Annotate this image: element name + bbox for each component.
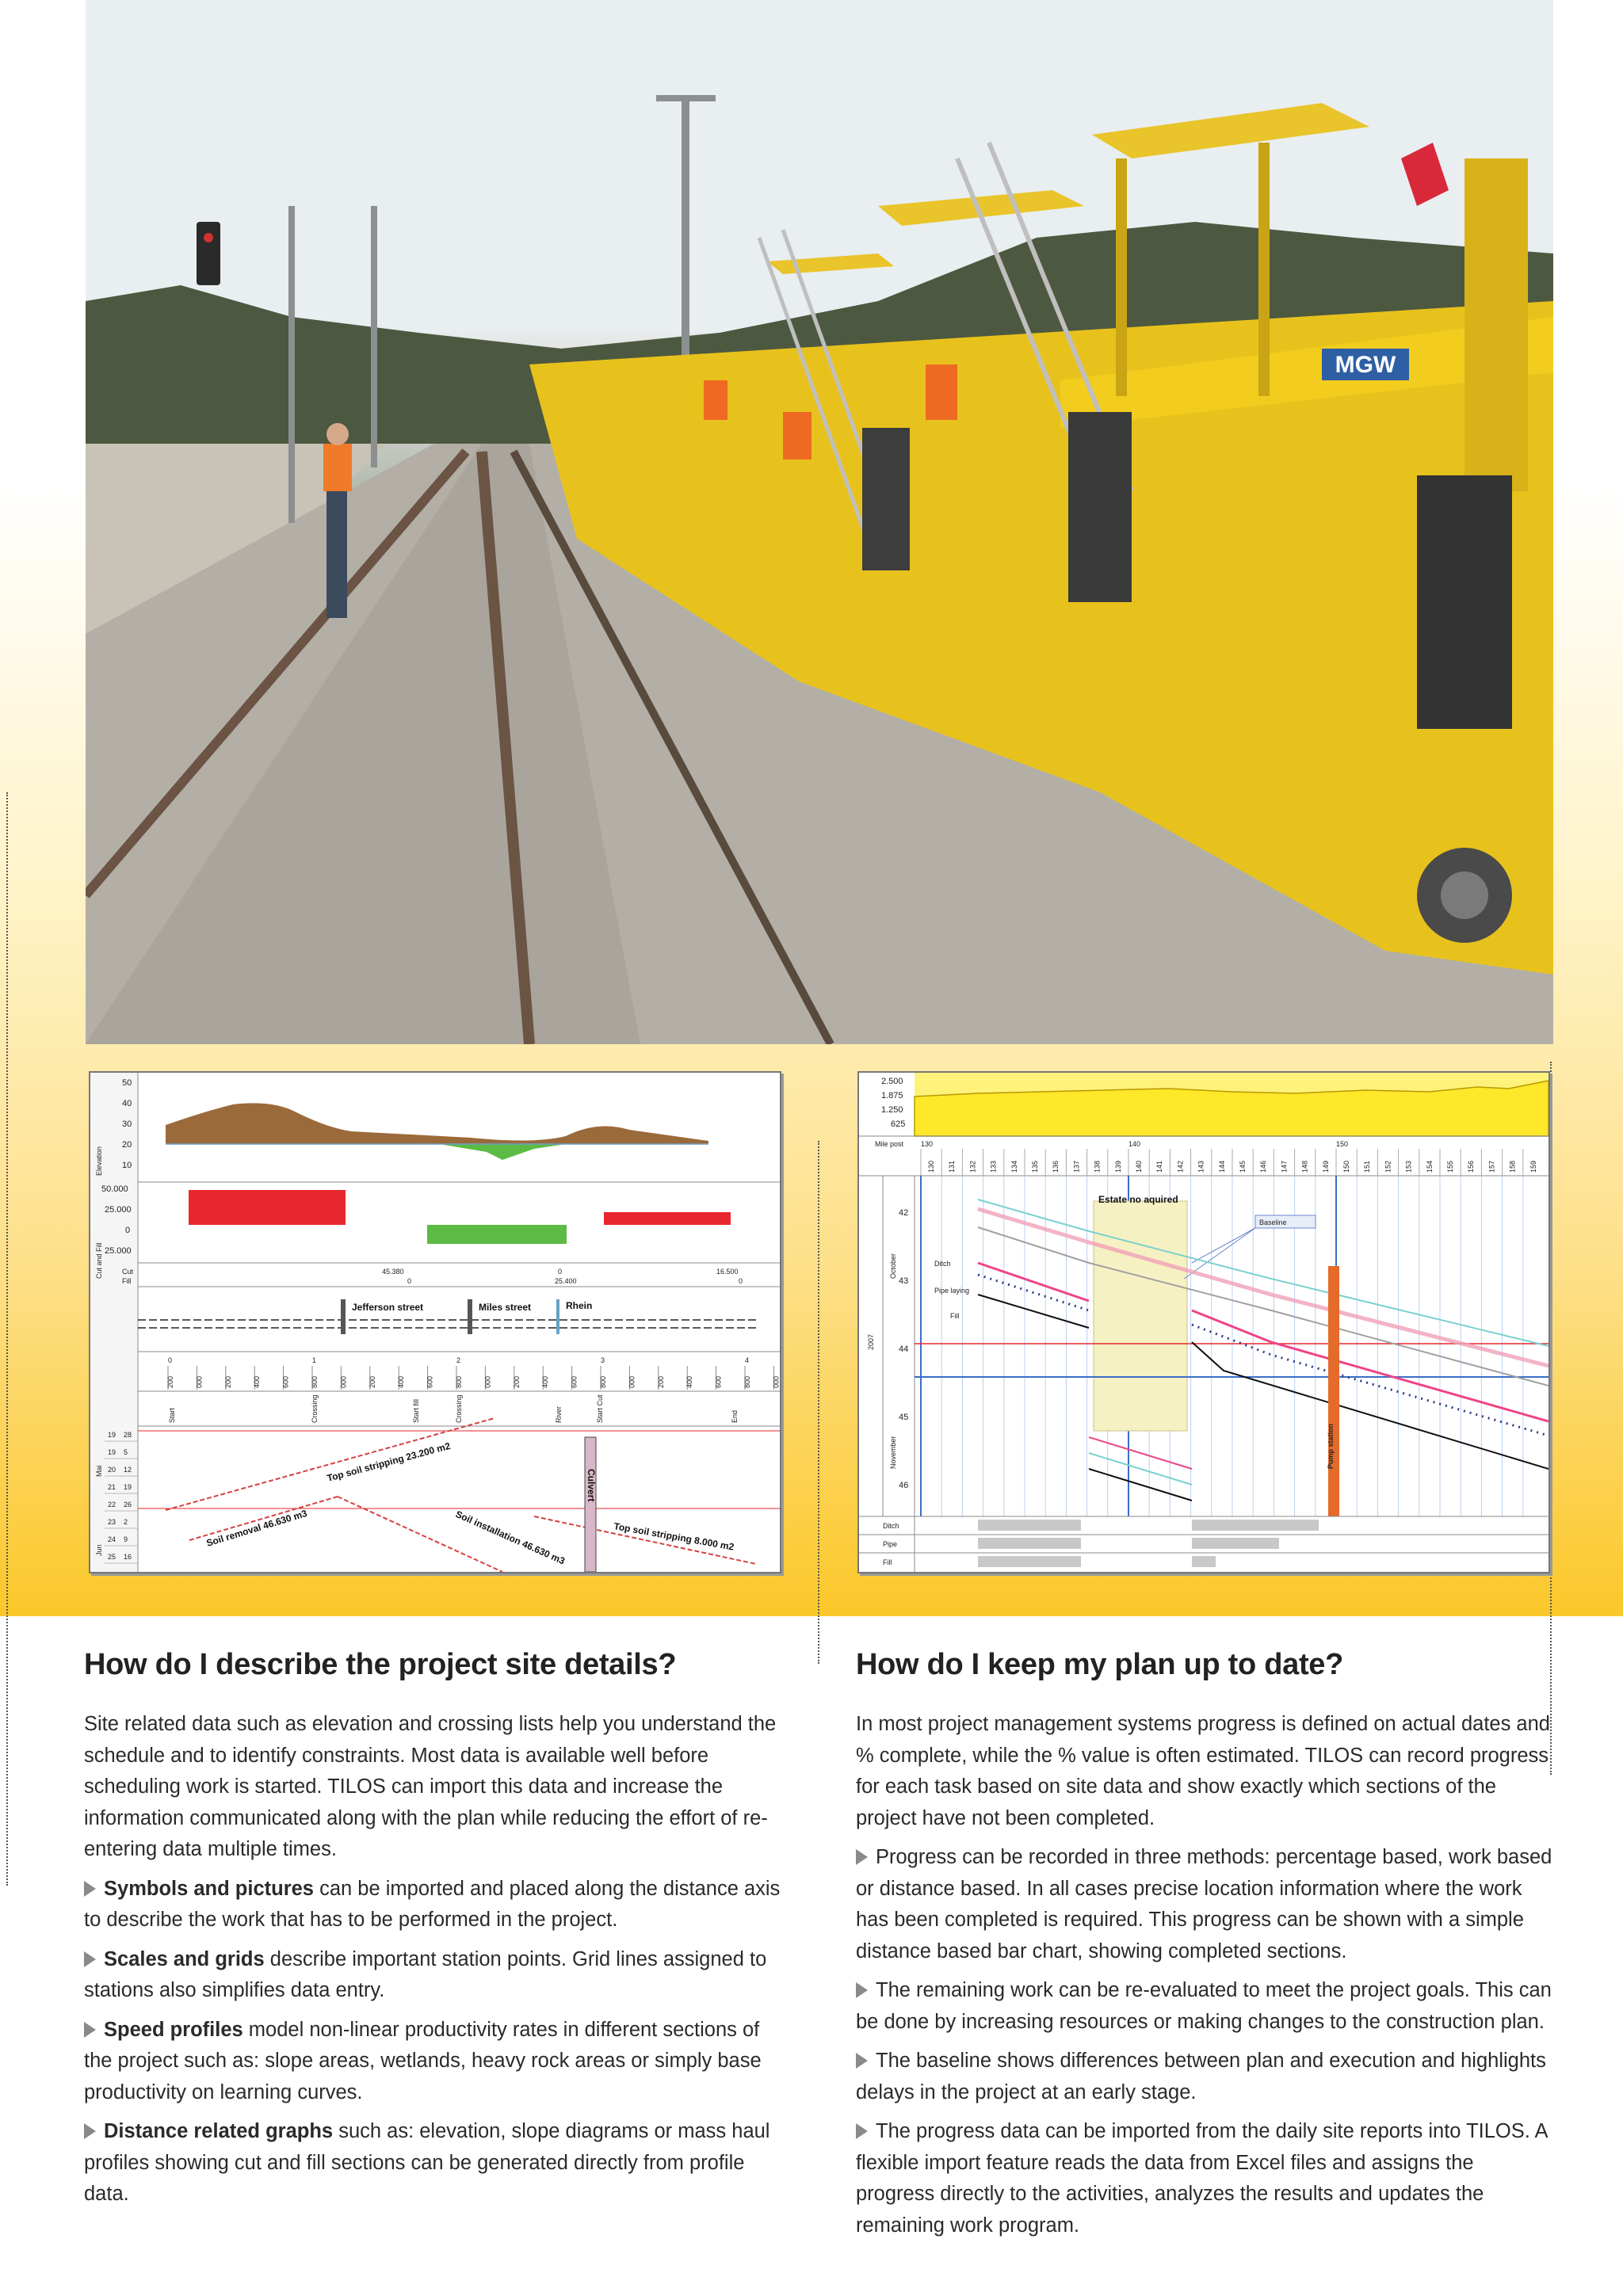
left-article	[84, 1648, 781, 2218]
station-tick: 000	[483, 1375, 492, 1388]
cutfill-tick: 25.000	[105, 1246, 132, 1256]
cutfill-tick: 0	[125, 1226, 131, 1235]
cut-value: 45.380	[382, 1268, 404, 1276]
day-cell: 20	[108, 1466, 116, 1474]
station-tick: 600	[714, 1375, 723, 1388]
station-tick: 200	[223, 1375, 232, 1388]
station-cell: 134	[1010, 1160, 1018, 1173]
bullet-term: Speed profiles	[104, 2018, 243, 2041]
bullet-term: Distance related graphs	[104, 2120, 334, 2142]
station-cell: 149	[1321, 1160, 1330, 1173]
station-cell: 140	[1135, 1160, 1143, 1173]
day-cell: 9	[124, 1535, 128, 1543]
activity-label: Soil removal 46.630 m3	[204, 1507, 309, 1549]
station-tick: 000	[772, 1375, 780, 1388]
station-cell: 139	[1113, 1160, 1122, 1173]
station-tick: 400	[541, 1375, 550, 1388]
cut-value: 16.500	[716, 1268, 739, 1276]
bullet-arrow-icon	[84, 2022, 96, 2038]
row-label: Ditch	[883, 1522, 899, 1530]
station-cell: 130	[927, 1160, 935, 1173]
station-cell: 136	[1052, 1160, 1060, 1173]
elev-tick: 50	[122, 1078, 132, 1088]
day-cell: 19	[108, 1448, 116, 1456]
bullet-text: model non-linear productivity rates in different sections of the project such as: slope areas, wetlands, heavy rock areas or simply base productivity on learning curves.	[84, 2018, 762, 2103]
station-cell: 156	[1467, 1160, 1476, 1173]
grid-lines	[921, 1176, 1523, 1516]
activity-label: Culvert	[586, 1469, 597, 1502]
bullet-text: The baseline shows differences between plan and execution and highlights delays in the project at an early stage.	[856, 2050, 1546, 2103]
chart-label: Ditch	[934, 1260, 951, 1268]
station-tick: 600	[281, 1375, 290, 1388]
cutfill-tick: 50.000	[101, 1184, 128, 1194]
station-cell: 138	[1093, 1160, 1102, 1173]
top-tick: 2.500	[881, 1077, 903, 1086]
station-tick: 000	[195, 1375, 204, 1388]
day-cell: 26	[124, 1501, 132, 1508]
fill-value: 25.400	[555, 1277, 577, 1285]
station-tick: 000	[339, 1375, 348, 1388]
week-label: 43	[899, 1276, 909, 1286]
station-cell: 153	[1404, 1160, 1413, 1173]
station-cell: 132	[968, 1160, 977, 1173]
km-mark: 2	[456, 1356, 461, 1364]
day-cell: 16	[124, 1553, 132, 1561]
point-label: Crossing	[311, 1394, 319, 1423]
week-label: 46	[899, 1481, 909, 1490]
mile-post: 150	[1336, 1140, 1349, 1148]
chart-label: Pump station	[1327, 1423, 1335, 1469]
month-label: October	[889, 1253, 897, 1279]
cut-value: 0	[558, 1268, 563, 1276]
station-cell: 137	[1072, 1160, 1081, 1173]
bullet-arrow-icon	[856, 1849, 868, 1865]
bullet-term: Symbols and pictures	[104, 1877, 314, 1900]
point-label: Crossing	[455, 1394, 463, 1423]
day-cell: 19	[124, 1483, 132, 1491]
point-label: Start fill	[412, 1398, 420, 1423]
top-tick: 625	[891, 1119, 906, 1129]
left-bullet	[84, 2116, 781, 2210]
km-mark: 3	[601, 1356, 605, 1364]
fill-value: 0	[739, 1277, 743, 1285]
station-tick-group	[166, 1366, 780, 1390]
fill-value: 0	[407, 1277, 412, 1285]
month-label: Mai	[95, 1465, 103, 1477]
bullet-text: The progress data can be imported from the daily site reports into TILOS. A flexible import feature reads the data from Excel files and assigns the progress directly to the activities, analyzes the results and updates the remaining work program.	[856, 2120, 1548, 2237]
mile-post: 130	[921, 1140, 934, 1148]
bullet-text: The remaining work can be re-evaluated to meet the project goals. This can be done by increasing resources or making changes to the construction plan.	[856, 1979, 1552, 2033]
bullet-arrow-icon	[84, 1951, 96, 1967]
week-label: 42	[899, 1208, 909, 1218]
site-profile-chart	[89, 1071, 781, 1573]
station-cell: 141	[1155, 1160, 1164, 1173]
station-tick: 200	[368, 1375, 376, 1388]
chart-label: Estate no aquired	[1098, 1194, 1178, 1205]
day-cell: 22	[108, 1501, 116, 1508]
station-cell: 142	[1176, 1160, 1185, 1173]
right-bullet	[856, 1842, 1553, 1967]
station-tick: 600	[426, 1375, 434, 1388]
right-heading: How do I keep my plan up to date?	[856, 1648, 1344, 1681]
left-heading: How do I describe the project site details?	[84, 1648, 677, 1681]
bullet-arrow-icon	[856, 1982, 868, 1998]
point-label-group	[168, 1394, 739, 1423]
railway-construction-photo	[86, 0, 1553, 1044]
right-article	[856, 1648, 1553, 2249]
bullet-arrow-icon	[856, 2053, 868, 2069]
station-tick: 000	[628, 1375, 636, 1388]
chart-label: Baseline	[1259, 1219, 1287, 1226]
elev-tick: 10	[122, 1161, 132, 1170]
week-label: 45	[899, 1413, 909, 1422]
elev-tick: 40	[122, 1099, 132, 1108]
station-cell: 151	[1363, 1160, 1372, 1173]
bullet-text: such as: elevation, slope diagrams or mass haul profiles showing cut and fill sections can be generated directly from profile data.	[84, 2120, 770, 2205]
station-tick: 800	[455, 1375, 463, 1388]
point-label: Start	[168, 1407, 176, 1423]
station-cell: 159	[1529, 1160, 1537, 1173]
left-bullet	[84, 1944, 781, 2007]
day-cell: 19	[108, 1431, 116, 1439]
station-cell: 150	[1342, 1160, 1350, 1173]
activity-label: Soil installation 46.630 m3	[453, 1508, 567, 1567]
month-label: Jun	[95, 1544, 103, 1556]
chart-label: Pipe laying	[934, 1287, 970, 1295]
point-label: End	[731, 1409, 739, 1423]
station-cell: 155	[1446, 1160, 1454, 1173]
cutfill-axis-label: Cut and Fill	[95, 1242, 103, 1279]
progress-chart	[857, 1071, 1550, 1573]
elev-tick: 20	[122, 1140, 132, 1150]
station-tick: 200	[166, 1375, 174, 1388]
day-cell: 5	[124, 1448, 128, 1456]
top-tick: 1.875	[881, 1091, 903, 1100]
right-bullet	[856, 2116, 1553, 2241]
station-cell: 143	[1197, 1160, 1205, 1173]
station-cell: 144	[1217, 1160, 1226, 1173]
mile-post: 140	[1128, 1140, 1141, 1148]
km-mark: 0	[168, 1356, 173, 1364]
station-cell: 158	[1508, 1160, 1517, 1173]
bullet-text: can be imported and placed along the distance axis to describe the work that has to be performed in the project.	[84, 1877, 781, 1931]
column-divider	[818, 1141, 819, 1664]
station-cell: 154	[1425, 1160, 1434, 1173]
right-bullet	[856, 2046, 1553, 2108]
right-bullet	[856, 1975, 1553, 2038]
cutfill-tick: 25.000	[105, 1205, 132, 1215]
point-label: River	[555, 1405, 563, 1423]
left-bullet	[84, 2015, 781, 2109]
left-intro: Site related data such as elevation and crossing lists help you understand the schedule and to identify constraints. Most data is available well before scheduling work is started. TILOS can import this data and increase the information communicated along with the plan while reducing the effort of re-entering data multiple times.	[84, 1713, 777, 1860]
station-tick: 200	[656, 1375, 665, 1388]
station-tick: 800	[743, 1375, 751, 1388]
point-label: Start Cut	[596, 1394, 604, 1423]
station-cell: 152	[1384, 1160, 1392, 1173]
elevation-axis-label: Elevation	[95, 1146, 103, 1176]
machine-label: MGW	[1335, 352, 1396, 378]
activity-label: Top soil stripping 8.000 m2	[613, 1520, 735, 1553]
bullet-arrow-icon	[856, 2123, 868, 2139]
day-cell: 21	[108, 1483, 116, 1491]
day-cell: 25	[108, 1553, 116, 1561]
bullet-term: Scales and grids	[104, 1947, 265, 1970]
bullet-arrow-icon	[84, 2123, 96, 2139]
station-tick: 400	[253, 1375, 262, 1388]
station-tick: 200	[512, 1375, 521, 1388]
bullet-text: describe important station points. Grid lines assigned to stations also simplifies data entry.	[84, 1947, 767, 2001]
station-tick: 800	[311, 1375, 319, 1388]
activity-label: Top soil stripping 23.200 m2	[326, 1440, 452, 1484]
right-intro: In most project management systems progress is defined on actual dates and % complete, while the % value is often estimated. TILOS can record progress for each task based on site data and show exactly which sections of the project have not been completed.	[856, 1713, 1550, 1829]
station-cell: 135	[1031, 1160, 1039, 1173]
bullet-text: Progress can be recorded in three methods: percentage based, work based or distance based. In all cases precise location information where the work has been completed is required. This progress can be shown with a simple distance based bar chart, showing completed sections.	[856, 1846, 1552, 1962]
day-cell: 28	[124, 1431, 132, 1439]
station-cell: 157	[1487, 1160, 1496, 1173]
mile-post-label: Mile post	[875, 1140, 904, 1148]
margin-dotted-line	[6, 792, 8, 1886]
station-tick: 800	[599, 1375, 607, 1388]
km-mark: 1	[312, 1356, 317, 1364]
station-tick: 400	[397, 1375, 406, 1388]
day-cell: 24	[108, 1535, 116, 1543]
cut-label: Cut	[122, 1268, 134, 1276]
elev-tick: 30	[122, 1119, 132, 1129]
station-cell: 147	[1280, 1160, 1289, 1173]
top-tick: 1.250	[881, 1105, 903, 1115]
crossing-label: Jefferson street	[352, 1302, 424, 1313]
month-label: November	[889, 1436, 897, 1469]
station-tick: 400	[685, 1375, 694, 1388]
year-label: 2007	[867, 1333, 875, 1350]
chart-label: Fill	[950, 1312, 960, 1320]
crossing-label: Miles street	[479, 1302, 532, 1313]
row-label: Pipe	[883, 1540, 898, 1548]
day-cell: 12	[124, 1466, 132, 1474]
bullet-arrow-icon	[84, 1881, 96, 1897]
crossing-label: Rhein	[566, 1300, 593, 1311]
station-header-group	[921, 1149, 1537, 1176]
row-label: Fill	[883, 1558, 892, 1566]
week-label: 44	[899, 1344, 909, 1354]
station-cell: 148	[1300, 1160, 1309, 1173]
day-cell: 2	[124, 1518, 128, 1526]
station-cell: 131	[948, 1160, 957, 1173]
station-cell: 133	[989, 1160, 998, 1173]
km-mark: 4	[745, 1356, 750, 1364]
station-tick: 600	[570, 1375, 579, 1388]
day-cell: 23	[108, 1518, 116, 1526]
station-cell: 146	[1259, 1160, 1268, 1173]
station-cell: 145	[1239, 1160, 1247, 1173]
fill-label: Fill	[122, 1277, 132, 1285]
left-bullet	[84, 1874, 781, 1936]
